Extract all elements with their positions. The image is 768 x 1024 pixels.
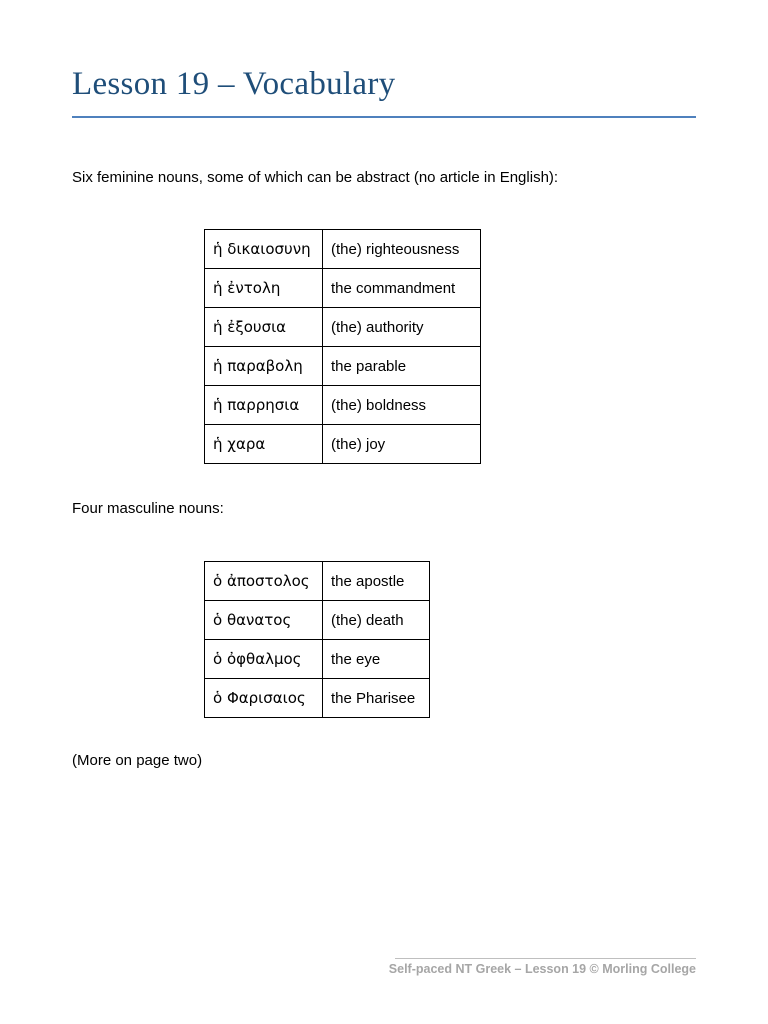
masculine-intro: Four masculine nouns:: [72, 500, 224, 517]
table-row: [205, 308, 481, 347]
english-meaning: (the) death: [323, 601, 430, 640]
table-row: [205, 640, 430, 679]
table-row: [205, 269, 481, 308]
page-title: Lesson 19 – Vocabulary: [72, 66, 396, 102]
english-meaning: (the) boldness: [323, 386, 481, 425]
greek-word: ἡ δικαιοσυνη: [205, 230, 323, 269]
masculine-vocab-table: [204, 561, 430, 718]
english-meaning: the parable: [323, 347, 481, 386]
table-row: [205, 679, 430, 718]
table-row: [205, 386, 481, 425]
feminine-vocab-table: [204, 229, 481, 464]
table-row: [205, 347, 481, 386]
greek-word: ἡ ἐξουσια: [205, 308, 323, 347]
english-meaning: (the) authority: [323, 308, 481, 347]
table-row: [205, 601, 430, 640]
greek-word: ἡ παραβολη: [205, 347, 323, 386]
greek-word: ἡ παρρησια: [205, 386, 323, 425]
greek-word: ὁ Φαρισαιος: [205, 679, 323, 718]
table-row: [205, 230, 481, 269]
greek-word: ὁ ἀποστολος: [205, 562, 323, 601]
footer-divider: [395, 958, 696, 959]
greek-word: ὁ ὀφθαλμος: [205, 640, 323, 679]
feminine-intro: Six feminine nouns, some of which can be abstract (no article in English):: [72, 169, 559, 186]
english-meaning: the Pharisee: [323, 679, 430, 718]
english-meaning: the eye: [323, 640, 430, 679]
english-meaning: the apostle: [323, 562, 430, 601]
table-row: [205, 562, 430, 601]
greek-word: ὁ θανατος: [205, 601, 323, 640]
table-row: [205, 425, 481, 464]
title-underline: [72, 116, 696, 118]
footer-credit: Self-paced NT Greek – Lesson 19 © Morling College: [388, 962, 696, 976]
english-meaning: (the) righteousness: [323, 230, 481, 269]
english-meaning: (the) joy: [323, 425, 481, 464]
greek-word: ἡ ἐντολη: [205, 269, 323, 308]
english-meaning: the commandment: [323, 269, 481, 308]
greek-word: ἡ χαρα: [205, 425, 323, 464]
more-on-page-two-note: (More on page two): [72, 752, 203, 769]
